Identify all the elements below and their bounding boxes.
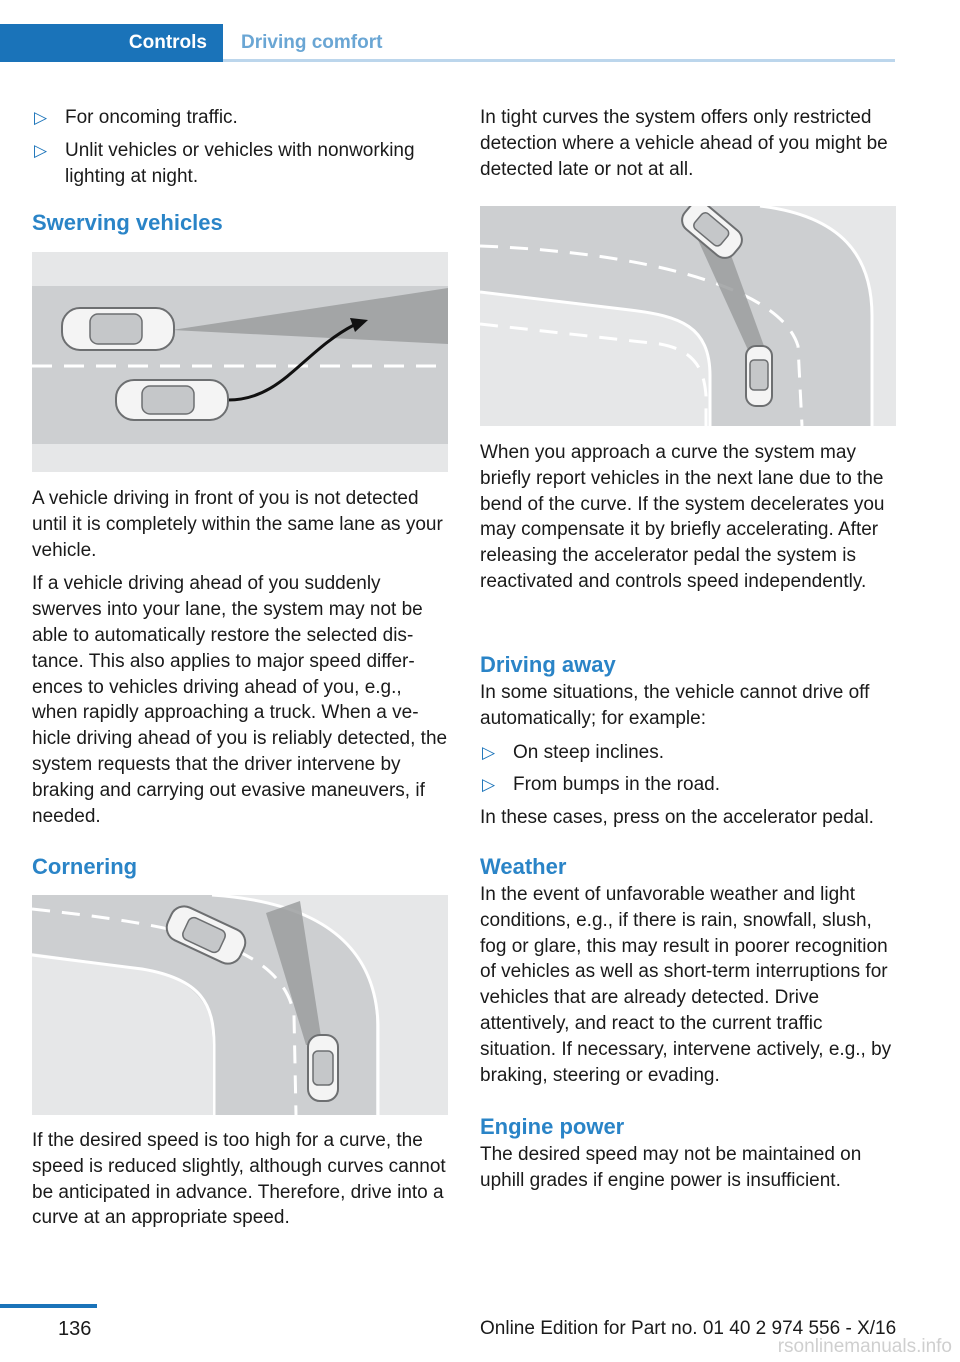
engine-power-paragraph: The desired speed may not be maintained on uphill grades if engine power is insufficient. bbox=[480, 1144, 862, 1191]
tight-curve-illustration bbox=[480, 206, 896, 426]
triangle-bullet-icon: ▷ bbox=[482, 775, 496, 795]
driving-away-list bbox=[480, 740, 896, 799]
car-icon bbox=[62, 308, 174, 350]
triangle-bullet-icon: ▷ bbox=[482, 742, 496, 762]
heading-cornering: Cornering bbox=[32, 854, 138, 879]
approach-text bbox=[480, 440, 896, 603]
swerving-paragraph-1: A vehicle driving in front of you is not detected until it is completely within the same lane as your vehicle. bbox=[32, 488, 443, 561]
car-icon bbox=[116, 380, 228, 420]
list-item: ▷ Unlit vehicles or vehicles with nonworking lighting at night. bbox=[34, 139, 415, 187]
list-item: ▷ From bumps in the road. bbox=[480, 772, 896, 798]
swerving-text bbox=[32, 486, 448, 837]
weather-section bbox=[480, 852, 896, 1096]
footer-rule bbox=[0, 1304, 97, 1308]
engine-power-section bbox=[480, 1112, 896, 1202]
tight-curves-paragraph: In tight curves the system offers only restricted detection where a vehicle ahead of you might be detected late or not at all. bbox=[480, 107, 888, 180]
heading-engine-power: Engine power bbox=[480, 1114, 625, 1139]
heading-driving-away: Driving away bbox=[480, 652, 616, 677]
section-tab-controls[interactable]: Controls bbox=[0, 24, 223, 62]
driving-away-paragraph: In some situations, the vehicle cannot drive off automatically; for example: bbox=[480, 682, 870, 729]
page-number: 136 bbox=[58, 1318, 92, 1340]
list-item: ▷ On steep inclines. bbox=[480, 740, 896, 766]
swerving-paragraph-2: If a vehicle driving ahead of you suddenly swerves into your lane, the system may not be able to automatically restore the selected distance. This also applies to major speed differences to vehicles driving ahead of you, e.g., when rapidly approaching a truck. When a vehicle driving ahead of you is reliably detected, the system requests that the driver intervene by braking and carrying out evasive maneuvers, if needed. bbox=[32, 573, 448, 827]
driving-away-paragraph-2: In these cases, press on the accelerator pedal. bbox=[480, 807, 874, 829]
edition-text: Online Edition for Part no. 01 40 2 974 556 - X/16 bbox=[480, 1318, 897, 1339]
cornering-illustration bbox=[32, 895, 448, 1115]
swerving-vehicles-illustration bbox=[32, 252, 448, 472]
triangle-bullet-icon: ▷ bbox=[34, 140, 48, 160]
approach-paragraph: When you approach a curve the system may briefly report vehicles in the next lane due to the bend of the curve. If the system decelerates you may compensate it by briefly accelerating. After releasing the accelerator pedal the system is reactivated and controls speed independently. bbox=[480, 442, 885, 592]
weather-paragraph: In the event of unfavorable weather and light conditions, e.g., if there is rain, snowfall, slush, fog or glare, this may result in poorer recognition of vehicles as well as short-term interruptions for vehicles that are already detected. Drive attentively, and react to the current traffic situation. If necessary, intervene actively, e.g., by braking, steering or evading. bbox=[480, 884, 892, 1086]
heading-weather: Weather bbox=[480, 854, 567, 879]
car-icon bbox=[308, 1035, 338, 1101]
page-header bbox=[0, 24, 895, 62]
driving-away-section bbox=[480, 650, 896, 839]
watermark: rsonlinemanuals.info bbox=[777, 1336, 952, 1357]
left-column bbox=[32, 105, 448, 196]
car-icon bbox=[746, 346, 772, 406]
heading-swerving-vehicles: Swerving vehicles bbox=[32, 210, 223, 235]
section-tab-driving-comfort[interactable]: Driving comfort bbox=[241, 32, 383, 53]
tight-curves-text bbox=[480, 105, 896, 190]
limitations-list bbox=[32, 105, 448, 189]
header-rule bbox=[223, 59, 895, 62]
triangle-bullet-icon: ▷ bbox=[34, 108, 48, 127]
cornering-paragraph: If the desired speed is too high for a curve, the speed is reduced slightly, although curves cannot be anticipated in advance. Therefore, drive into a curve at an appropriate speed. bbox=[32, 1130, 446, 1229]
list-item: ▷ For oncoming traffic. bbox=[32, 105, 448, 131]
cornering-text bbox=[32, 1128, 448, 1239]
